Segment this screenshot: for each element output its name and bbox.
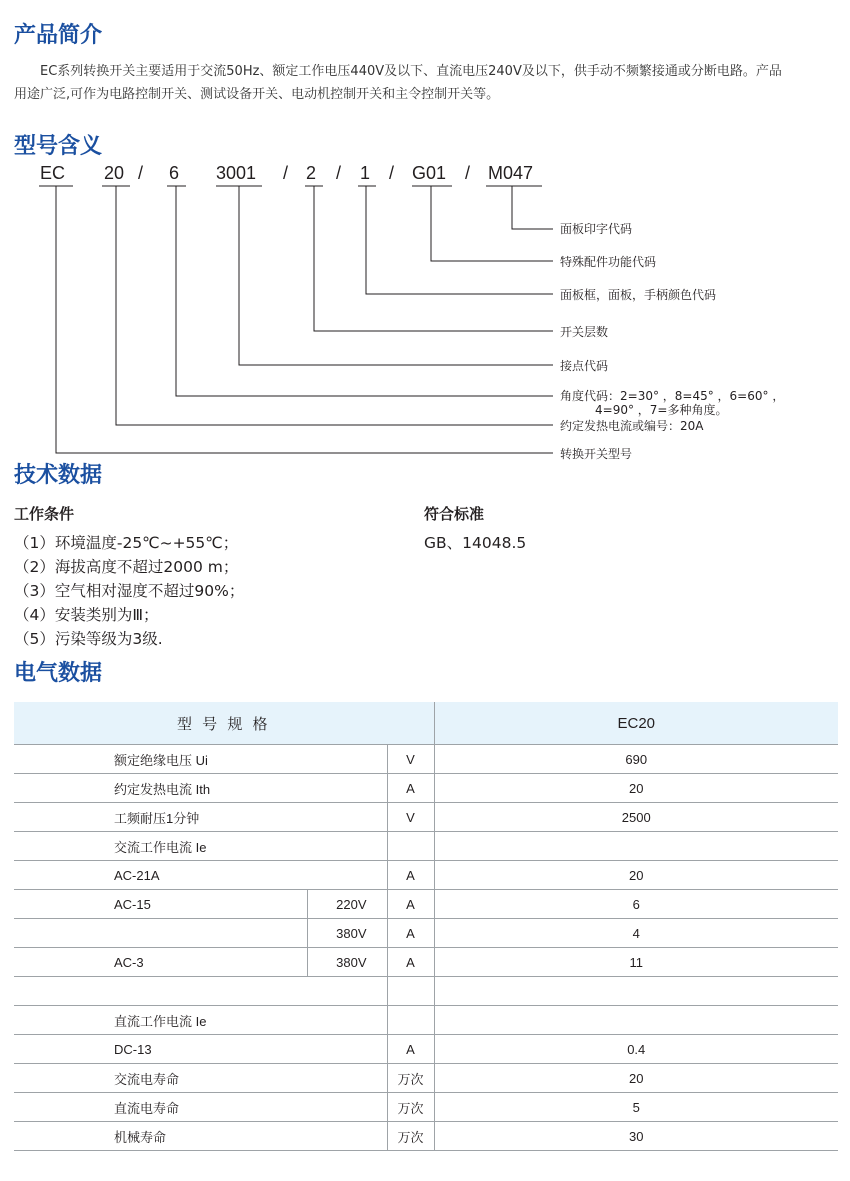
row-name: AC-15 (14, 890, 307, 919)
model-code-current: 20 (104, 163, 125, 183)
model-desc-color: 面板框，面板，手柄颜色代码 (560, 288, 717, 302)
row-unit: A (387, 948, 434, 977)
model-desc-layers: 开关层数 (560, 325, 609, 339)
row-unit: A (387, 861, 434, 890)
row-unit: A (387, 1035, 434, 1064)
row-unit (387, 1006, 434, 1035)
table-row (14, 977, 838, 1006)
row-name: 交流工作电流 Ie (14, 832, 387, 861)
row-value: 20 (434, 1064, 838, 1093)
row-unit: V (387, 745, 434, 774)
row-value: 690 (434, 745, 838, 774)
header-model: EC20 (434, 702, 838, 745)
row-value: 4 (434, 919, 838, 948)
row-unit: 万次 (387, 1064, 434, 1093)
row-unit: A (387, 774, 434, 803)
table-row (14, 1122, 838, 1151)
table-row (14, 861, 838, 890)
row-value: 2500 (434, 803, 838, 832)
model-title: 型号含义 (14, 134, 103, 159)
table-row (14, 803, 838, 832)
table-row (14, 1093, 838, 1122)
condition-item: （4）安装类别为Ⅲ； (14, 606, 159, 624)
row-name: 额定绝缘电压 Ui (14, 745, 387, 774)
table-row (14, 948, 838, 977)
table-row (14, 1006, 838, 1035)
row-name: AC-3 (14, 948, 307, 977)
row-sub: 220V (307, 890, 387, 919)
condition-item: （3）空气相对湿度不超过90%； (14, 582, 245, 600)
standard-value: GB、14048.5 (424, 534, 527, 552)
row-name: 直流工作电流 Ie (14, 1006, 387, 1035)
header-spec-label: 型 号 规 格 (14, 702, 434, 745)
model-desc-contact: 接点代码 (560, 359, 609, 373)
condition-item: （2）海拔高度不超过2000 m； (14, 558, 239, 576)
model-code-contact: 3001 (216, 163, 257, 183)
row-value (434, 1006, 838, 1035)
row-unit: V (387, 803, 434, 832)
model-code-angle: 6 (169, 163, 180, 183)
row-value: 0.4 (434, 1035, 838, 1064)
model-desc-print: 面板印字代码 (560, 222, 633, 236)
row-name: 工频耐压1分钟 (14, 803, 387, 832)
model-code-slash: / (336, 163, 342, 183)
row-unit (387, 977, 434, 1006)
model-desc-current: 约定发热电流或编号：20A (560, 419, 704, 433)
model-code-feature: G01 (412, 163, 447, 183)
intro-line-2: 用途广泛,可作为电路控制开关、测试设备开关、电动机控制开关和主令控制开关等。 (14, 87, 500, 102)
model-code-print: M047 (488, 163, 534, 183)
row-unit: 万次 (387, 1122, 434, 1151)
table-header-row (14, 702, 838, 745)
model-code-slash: / (138, 163, 144, 183)
condition-item: （5）污染等级为3级. (14, 630, 163, 648)
row-name: 直流电寿命 (14, 1093, 387, 1122)
tech-title: 技术数据 (14, 463, 103, 488)
row-name (14, 919, 307, 948)
conditions-title: 工作条件 (14, 505, 75, 523)
model-code-slash: / (389, 163, 395, 183)
row-name: 约定发热电流 Ith (14, 774, 387, 803)
row-name (14, 977, 387, 1006)
row-value (434, 832, 838, 861)
model-desc-angle: 角度代码：2=30° ，8=45° ，6=60° ， (560, 389, 785, 403)
model-desc-feature: 特殊配件功能代码 (560, 255, 657, 269)
row-value: 20 (434, 861, 838, 890)
model-code-layers: 2 (306, 163, 317, 183)
model-desc-series: 转换开关型号 (560, 447, 633, 461)
row-unit (387, 832, 434, 861)
table-row (14, 1035, 838, 1064)
table-row (14, 745, 838, 774)
row-value: 5 (434, 1093, 838, 1122)
standard-title: 符合标准 (424, 505, 485, 523)
row-name: 机械寿命 (14, 1122, 387, 1151)
table-row (14, 774, 838, 803)
electrical-table (14, 702, 838, 1151)
row-unit: A (387, 919, 434, 948)
conditions-list (14, 531, 244, 651)
table-row (14, 890, 838, 919)
intro-title: 产品简介 (14, 23, 103, 48)
condition-item: （1）环境温度-25℃~+55℃； (14, 534, 239, 552)
row-value: 6 (434, 890, 838, 919)
row-value: 30 (434, 1122, 838, 1151)
row-unit: A (387, 890, 434, 919)
row-name: AC-21A (14, 861, 387, 890)
model-code-slash: / (283, 163, 289, 183)
table-row (14, 832, 838, 861)
row-value (434, 977, 838, 1006)
table-row (14, 919, 838, 948)
model-code-series: EC (40, 163, 66, 183)
row-sub: 380V (307, 948, 387, 977)
row-sub: 380V (307, 919, 387, 948)
row-name: 交流电寿命 (14, 1064, 387, 1093)
model-desc-angle-cont: 4=90° ，7=多种角度。 (595, 403, 728, 417)
table-row (14, 1064, 838, 1093)
row-name: DC-13 (14, 1035, 387, 1064)
electrical-title: 电气数据 (14, 661, 103, 686)
model-code-slash: / (465, 163, 471, 183)
row-value: 11 (434, 948, 838, 977)
row-value: 20 (434, 774, 838, 803)
intro-line-1: EC系列转换开关主要适用于交流50Hz、额定工作电压440V及以下、直流电压240V及以下，供手动不频繁接通或分断电路。产品 (40, 64, 782, 79)
row-unit: 万次 (387, 1093, 434, 1122)
model-code-color: 1 (360, 163, 371, 183)
